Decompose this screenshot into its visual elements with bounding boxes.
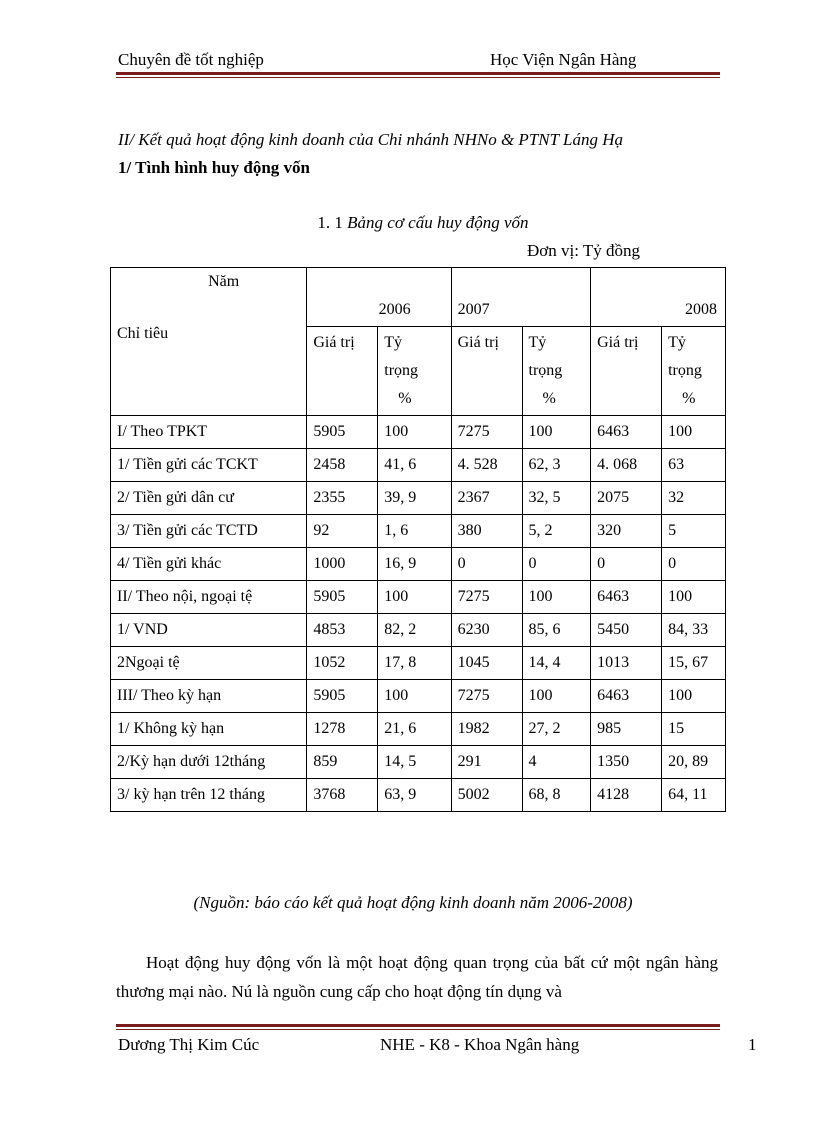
col-value-2006: Giá trị xyxy=(307,327,378,416)
value-cell: 3768 xyxy=(307,779,378,812)
ratio-cell: 0 xyxy=(662,548,726,581)
corner-year-label: Năm xyxy=(208,273,240,290)
value-cell: 5905 xyxy=(307,680,378,713)
ratio-cell: 82, 2 xyxy=(378,614,451,647)
row-label: 2Ngoại tệ xyxy=(111,647,307,680)
ratio-cell: 15 xyxy=(662,713,726,746)
value-cell: 4853 xyxy=(307,614,378,647)
ratio-cell: 100 xyxy=(378,416,451,449)
value-cell: 2367 xyxy=(451,482,522,515)
footer-rule xyxy=(116,1024,720,1030)
table-row xyxy=(111,713,726,746)
footer-course: NHE - K8 - Khoa Ngân hàng xyxy=(380,1035,580,1054)
ratio-cell: 32 xyxy=(662,482,726,515)
ratio-cell: 17, 8 xyxy=(378,647,451,680)
row-label: 2/Kỳ hạn dưới 12tháng xyxy=(111,746,307,779)
value-cell: 291 xyxy=(451,746,522,779)
ratio-cell: 63 xyxy=(662,449,726,482)
ratio-cell: 100 xyxy=(662,416,726,449)
ratio-cell: 62, 3 xyxy=(522,449,591,482)
value-cell: 5002 xyxy=(451,779,522,812)
value-cell: 1052 xyxy=(307,647,378,680)
col-ratio-2006 xyxy=(378,327,451,416)
year-header-2007: 2007 xyxy=(451,268,591,327)
ratio-cell: 16, 9 xyxy=(378,548,451,581)
value-cell: 1982 xyxy=(451,713,522,746)
value-cell: 4128 xyxy=(591,779,662,812)
value-cell: 0 xyxy=(451,548,522,581)
row-label: III/ Theo kỳ hạn xyxy=(111,680,307,713)
value-cell: 2458 xyxy=(307,449,378,482)
value-cell: 859 xyxy=(307,746,378,779)
table-row xyxy=(111,647,726,680)
value-cell: 6463 xyxy=(591,581,662,614)
ratio-cell: 39, 9 xyxy=(378,482,451,515)
value-cell: 985 xyxy=(591,713,662,746)
ratio-cell: 100 xyxy=(662,581,726,614)
ratio-cell: 100 xyxy=(522,416,591,449)
value-cell: 6230 xyxy=(451,614,522,647)
ratio-cell: 5, 2 xyxy=(522,515,591,548)
ratio-cell: 21, 6 xyxy=(378,713,451,746)
value-cell: 1013 xyxy=(591,647,662,680)
ratio-cell: 100 xyxy=(522,680,591,713)
value-cell: 5905 xyxy=(307,416,378,449)
value-cell: 1045 xyxy=(451,647,522,680)
value-cell: 92 xyxy=(307,515,378,548)
value-cell: 4. 528 xyxy=(451,449,522,482)
table-caption-number: 1. 1 xyxy=(317,213,348,232)
table-corner-cell xyxy=(111,268,307,416)
col-ratio-label: Tỷ trọng % xyxy=(528,334,563,407)
ratio-cell: 100 xyxy=(522,581,591,614)
corner-indicator-label: Chỉ tiêu xyxy=(117,325,169,342)
section-title: II/ Kết quả hoạt động kinh doanh của Chi nhánh NHNo & PTNT Láng Hạ xyxy=(118,130,623,149)
col-ratio-2007 xyxy=(522,327,591,416)
value-cell: 1278 xyxy=(307,713,378,746)
header-rule xyxy=(116,72,720,78)
table-row xyxy=(111,680,726,713)
value-cell: 4. 068 xyxy=(591,449,662,482)
table-row xyxy=(111,779,726,812)
ratio-cell: 64, 11 xyxy=(662,779,726,812)
ratio-cell: 32, 5 xyxy=(522,482,591,515)
value-cell: 5450 xyxy=(591,614,662,647)
table-row xyxy=(111,581,726,614)
row-label: 1/ Tiền gửi các TCKT xyxy=(111,449,307,482)
value-cell: 2355 xyxy=(307,482,378,515)
value-cell: 6463 xyxy=(591,680,662,713)
capital-structure-table xyxy=(110,267,726,812)
ratio-cell: 14, 5 xyxy=(378,746,451,779)
value-cell: 320 xyxy=(591,515,662,548)
ratio-cell: 63, 9 xyxy=(378,779,451,812)
ratio-cell: 20, 89 xyxy=(662,746,726,779)
col-value-2008: Giá trị xyxy=(591,327,662,416)
ratio-cell: 100 xyxy=(662,680,726,713)
table-row xyxy=(111,548,726,581)
table-caption xyxy=(0,213,816,233)
ratio-cell: 85, 6 xyxy=(522,614,591,647)
table-row xyxy=(111,614,726,647)
ratio-cell: 14, 4 xyxy=(522,647,591,680)
value-cell: 6463 xyxy=(591,416,662,449)
row-label: 4/ Tiền gửi khác xyxy=(111,548,307,581)
table-row xyxy=(111,482,726,515)
year-header-2006: 2006 xyxy=(307,268,451,327)
body-paragraph: Hoạt động huy động vốn là một hoạt động quan trọng của bất cứ một ngân hàng thương mại nào. Nú là nguồn cung cấp cho hoạt động tín dụng và xyxy=(116,953,718,1001)
ratio-cell: 41, 6 xyxy=(378,449,451,482)
row-label: 3/ kỳ hạn trên 12 tháng xyxy=(111,779,307,812)
ratio-cell: 100 xyxy=(378,680,451,713)
table-row xyxy=(111,515,726,548)
ratio-cell: 4 xyxy=(522,746,591,779)
table-header-row-years xyxy=(111,268,726,327)
subsection-title: 1/ Tình hình huy động vốn xyxy=(118,158,310,177)
col-ratio-label: Tỷ trọng % xyxy=(384,334,419,407)
value-cell: 5905 xyxy=(307,581,378,614)
ratio-cell: 68, 8 xyxy=(522,779,591,812)
col-ratio-2008 xyxy=(662,327,726,416)
unit-label: Đơn vị: Tỷ đồng xyxy=(527,241,641,260)
value-cell: 2075 xyxy=(591,482,662,515)
table-row xyxy=(111,746,726,779)
footer-page-number: 1 xyxy=(748,1035,757,1054)
value-cell: 1000 xyxy=(307,548,378,581)
footer-author: Dương Thị Kim Cúc xyxy=(118,1035,260,1054)
row-label: 3/ Tiền gửi các TCTD xyxy=(111,515,307,548)
ratio-cell: 0 xyxy=(522,548,591,581)
ratio-cell: 5 xyxy=(662,515,726,548)
value-cell: 380 xyxy=(451,515,522,548)
row-label: II/ Theo nội, ngoại tệ xyxy=(111,581,307,614)
value-cell: 7275 xyxy=(451,581,522,614)
value-cell: 7275 xyxy=(451,416,522,449)
header-left-title: Chuyên đề tốt nghiệp xyxy=(118,50,264,69)
col-value-2007: Giá trị xyxy=(451,327,522,416)
table-row xyxy=(111,416,726,449)
source-note: (Nguồn: báo cáo kết quả hoạt động kinh doanh năm 2006-2008) xyxy=(193,893,633,912)
header-right-title: Học Viện Ngân Hàng xyxy=(490,50,637,69)
value-cell: 1350 xyxy=(591,746,662,779)
row-label: 1/ VND xyxy=(111,614,307,647)
table-row xyxy=(111,449,726,482)
year-header-2008: 2008 xyxy=(591,268,726,327)
ratio-cell: 1, 6 xyxy=(378,515,451,548)
row-label: 2/ Tiền gửi dân cư xyxy=(111,482,307,515)
table-caption-text: Bảng cơ cấu huy động vốn xyxy=(347,213,529,232)
value-cell: 0 xyxy=(591,548,662,581)
col-ratio-label: Tỷ trọng % xyxy=(668,334,702,407)
ratio-cell: 84, 33 xyxy=(662,614,726,647)
ratio-cell: 27, 2 xyxy=(522,713,591,746)
ratio-cell: 15, 67 xyxy=(662,647,726,680)
value-cell: 7275 xyxy=(451,680,522,713)
row-label: I/ Theo TPKT xyxy=(111,416,307,449)
ratio-cell: 100 xyxy=(378,581,451,614)
row-label: 1/ Không kỳ hạn xyxy=(111,713,307,746)
